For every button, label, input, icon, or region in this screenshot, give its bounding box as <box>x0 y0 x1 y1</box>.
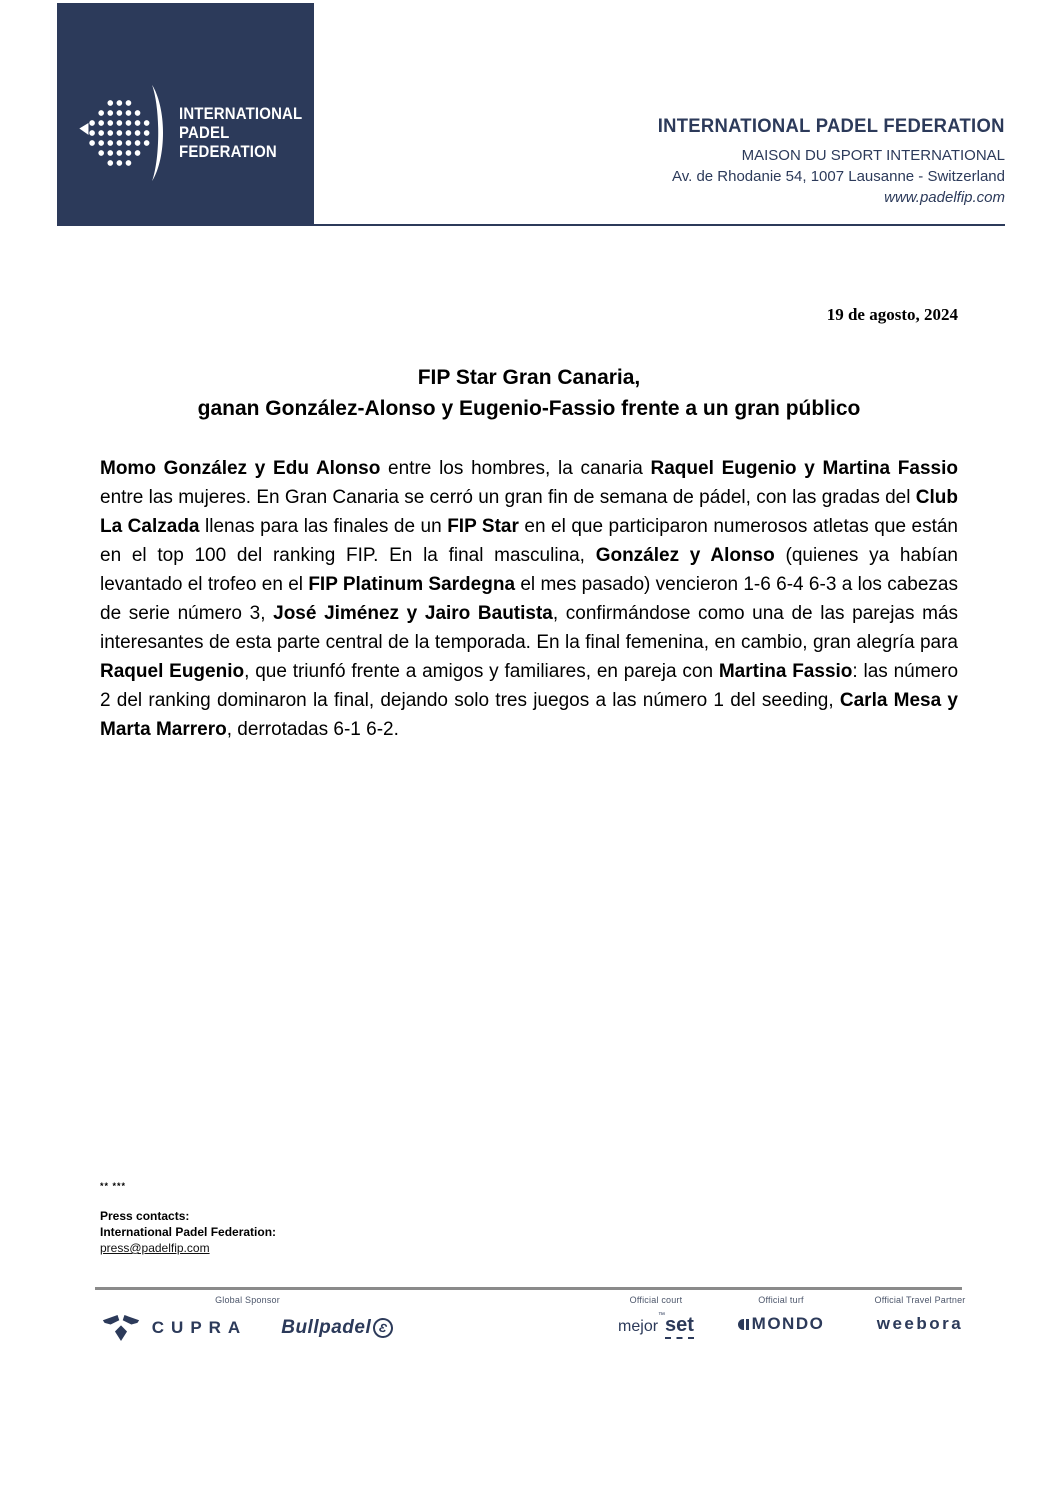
press-email-link[interactable]: press@padelfip.com <box>100 1241 210 1255</box>
mejorset-wordmark-light: mejor <box>618 1318 659 1335</box>
body-text-segment: entre los hombres, la canaria <box>380 458 651 479</box>
weebora-logo: weebora <box>876 1314 964 1333</box>
official-turf-column <box>722 1295 840 1334</box>
body-text-segment: el mes pasado) vencieron 1-6 6-4 6-3 a los cabezas de serie número 3, <box>100 574 958 624</box>
body-text-segment: , confirmándose como una de las parejas más interesantes de esta parte central de la temporada. En la final femenina, en cambio, gran alegría para <box>100 603 959 653</box>
letterhead <box>647 116 1005 208</box>
official-court-label: Official court <box>629 1295 683 1305</box>
press-contacts-block <box>100 1178 276 1256</box>
mejorset-logo <box>618 1314 694 1337</box>
body-text-segment: Martina Fassio <box>718 661 853 682</box>
logo-line-2: PADEL <box>179 123 230 142</box>
document-date: 19 de agosto, 2024 <box>826 305 958 324</box>
document-title-line2: ganan González-Alonso y Eugenio-Fassio frente a un gran público <box>197 397 861 420</box>
body-text-segment: llenas para las finales de un <box>199 516 448 537</box>
separator-asterisks: ** *** <box>100 1181 127 1191</box>
mejorset-wordmark-bold: set <box>665 1314 694 1339</box>
cupra-emblem-icon <box>102 1314 140 1342</box>
official-turf-label: Official turf <box>758 1295 804 1305</box>
logo-line-3: FEDERATION <box>179 142 277 161</box>
letterhead-org-name: INTERNATIONAL PADEL FEDERATION <box>658 116 1005 137</box>
press-contacts-label: Press contacts: <box>100 1209 190 1223</box>
body-text-segment: en el que participaron numerosos atletas que están en el top 100 del ranking FIP. En la final masculina, <box>100 516 958 566</box>
letterhead-address-line2: Av. de Rhodanie 54, 1007 Lausanne - Switzerland <box>671 168 1005 185</box>
bullpadel-racket-icon: Ɛ <box>371 1316 395 1340</box>
body-text-segment: FIP Platinum Sardegna <box>308 574 516 595</box>
bullpadel-wordmark: Bullpadel <box>281 1317 372 1338</box>
body-text-segment: González y Alonso <box>595 545 775 566</box>
body-text-segment: Raquel Eugenio <box>100 661 245 682</box>
body-text-segment: José Jiménez y Jairo Bautista <box>273 603 553 624</box>
mondo-logo <box>738 1314 825 1334</box>
official-court-column <box>597 1295 715 1337</box>
trademark-symbol: ™ <box>658 1312 666 1319</box>
logo-line-1: INTERNATIONAL <box>179 104 303 123</box>
body-text-segment: , que triunfó frente a amigos y familiares, en pareja con <box>244 661 719 682</box>
fip-logo <box>79 83 319 183</box>
mondo-wordmark: MONDO <box>751 1314 825 1333</box>
global-sponsor-column <box>95 1295 400 1342</box>
header-divider <box>57 224 1005 226</box>
official-travel-partner-column <box>850 1295 990 1334</box>
document-title <box>0 362 1058 424</box>
body-text-segment: FIP Star <box>447 516 519 537</box>
body-text-segment: Raquel Eugenio y Martina Fassio <box>650 458 958 479</box>
document-title-line1: FIP Star Gran Canaria, <box>417 366 641 389</box>
letterhead-address-line1: MAISON DU SPORT INTERNATIONAL <box>741 147 1005 164</box>
body-paragraph <box>100 454 958 744</box>
press-org-label: International Padel Federation: <box>100 1225 277 1239</box>
body-text-segment: (quienes ya habían levantado el trofeo en el <box>100 545 958 595</box>
body-text-segment: Momo González y Edu Alonso <box>100 458 381 479</box>
global-sponsor-label: Global Sponsor <box>215 1295 280 1305</box>
sponsor-divider <box>95 1287 962 1290</box>
body-text-segment: Carla Mesa y Marta Marrero <box>100 690 958 740</box>
fip-logo-box <box>57 3 314 224</box>
padel-racket-icon <box>79 83 167 183</box>
official-travel-partner-label: Official Travel Partner <box>874 1295 966 1305</box>
body-text-segment: Club La Calzada <box>100 487 958 537</box>
body-text-segment: : las número 2 del ranking dominaron la final, dejando solo tres juegos a las número 1 del seeding, <box>100 661 959 711</box>
cupra-wordmark: CUPRA <box>151 1318 248 1337</box>
cupra-logo <box>102 1314 247 1342</box>
body-text-segment: entre las mujeres. En Gran Canaria se cerró un gran fin de semana de pádel, con las gradas del <box>100 487 916 508</box>
fip-logo-wordmark <box>179 104 302 161</box>
bullpadel-logo <box>281 1317 393 1339</box>
letterhead-website: www.padelfip.com <box>884 189 1005 206</box>
mondo-emblem-icon <box>738 1319 749 1330</box>
body-text-segment: , derrotadas 6-1 6-2. <box>226 719 399 740</box>
